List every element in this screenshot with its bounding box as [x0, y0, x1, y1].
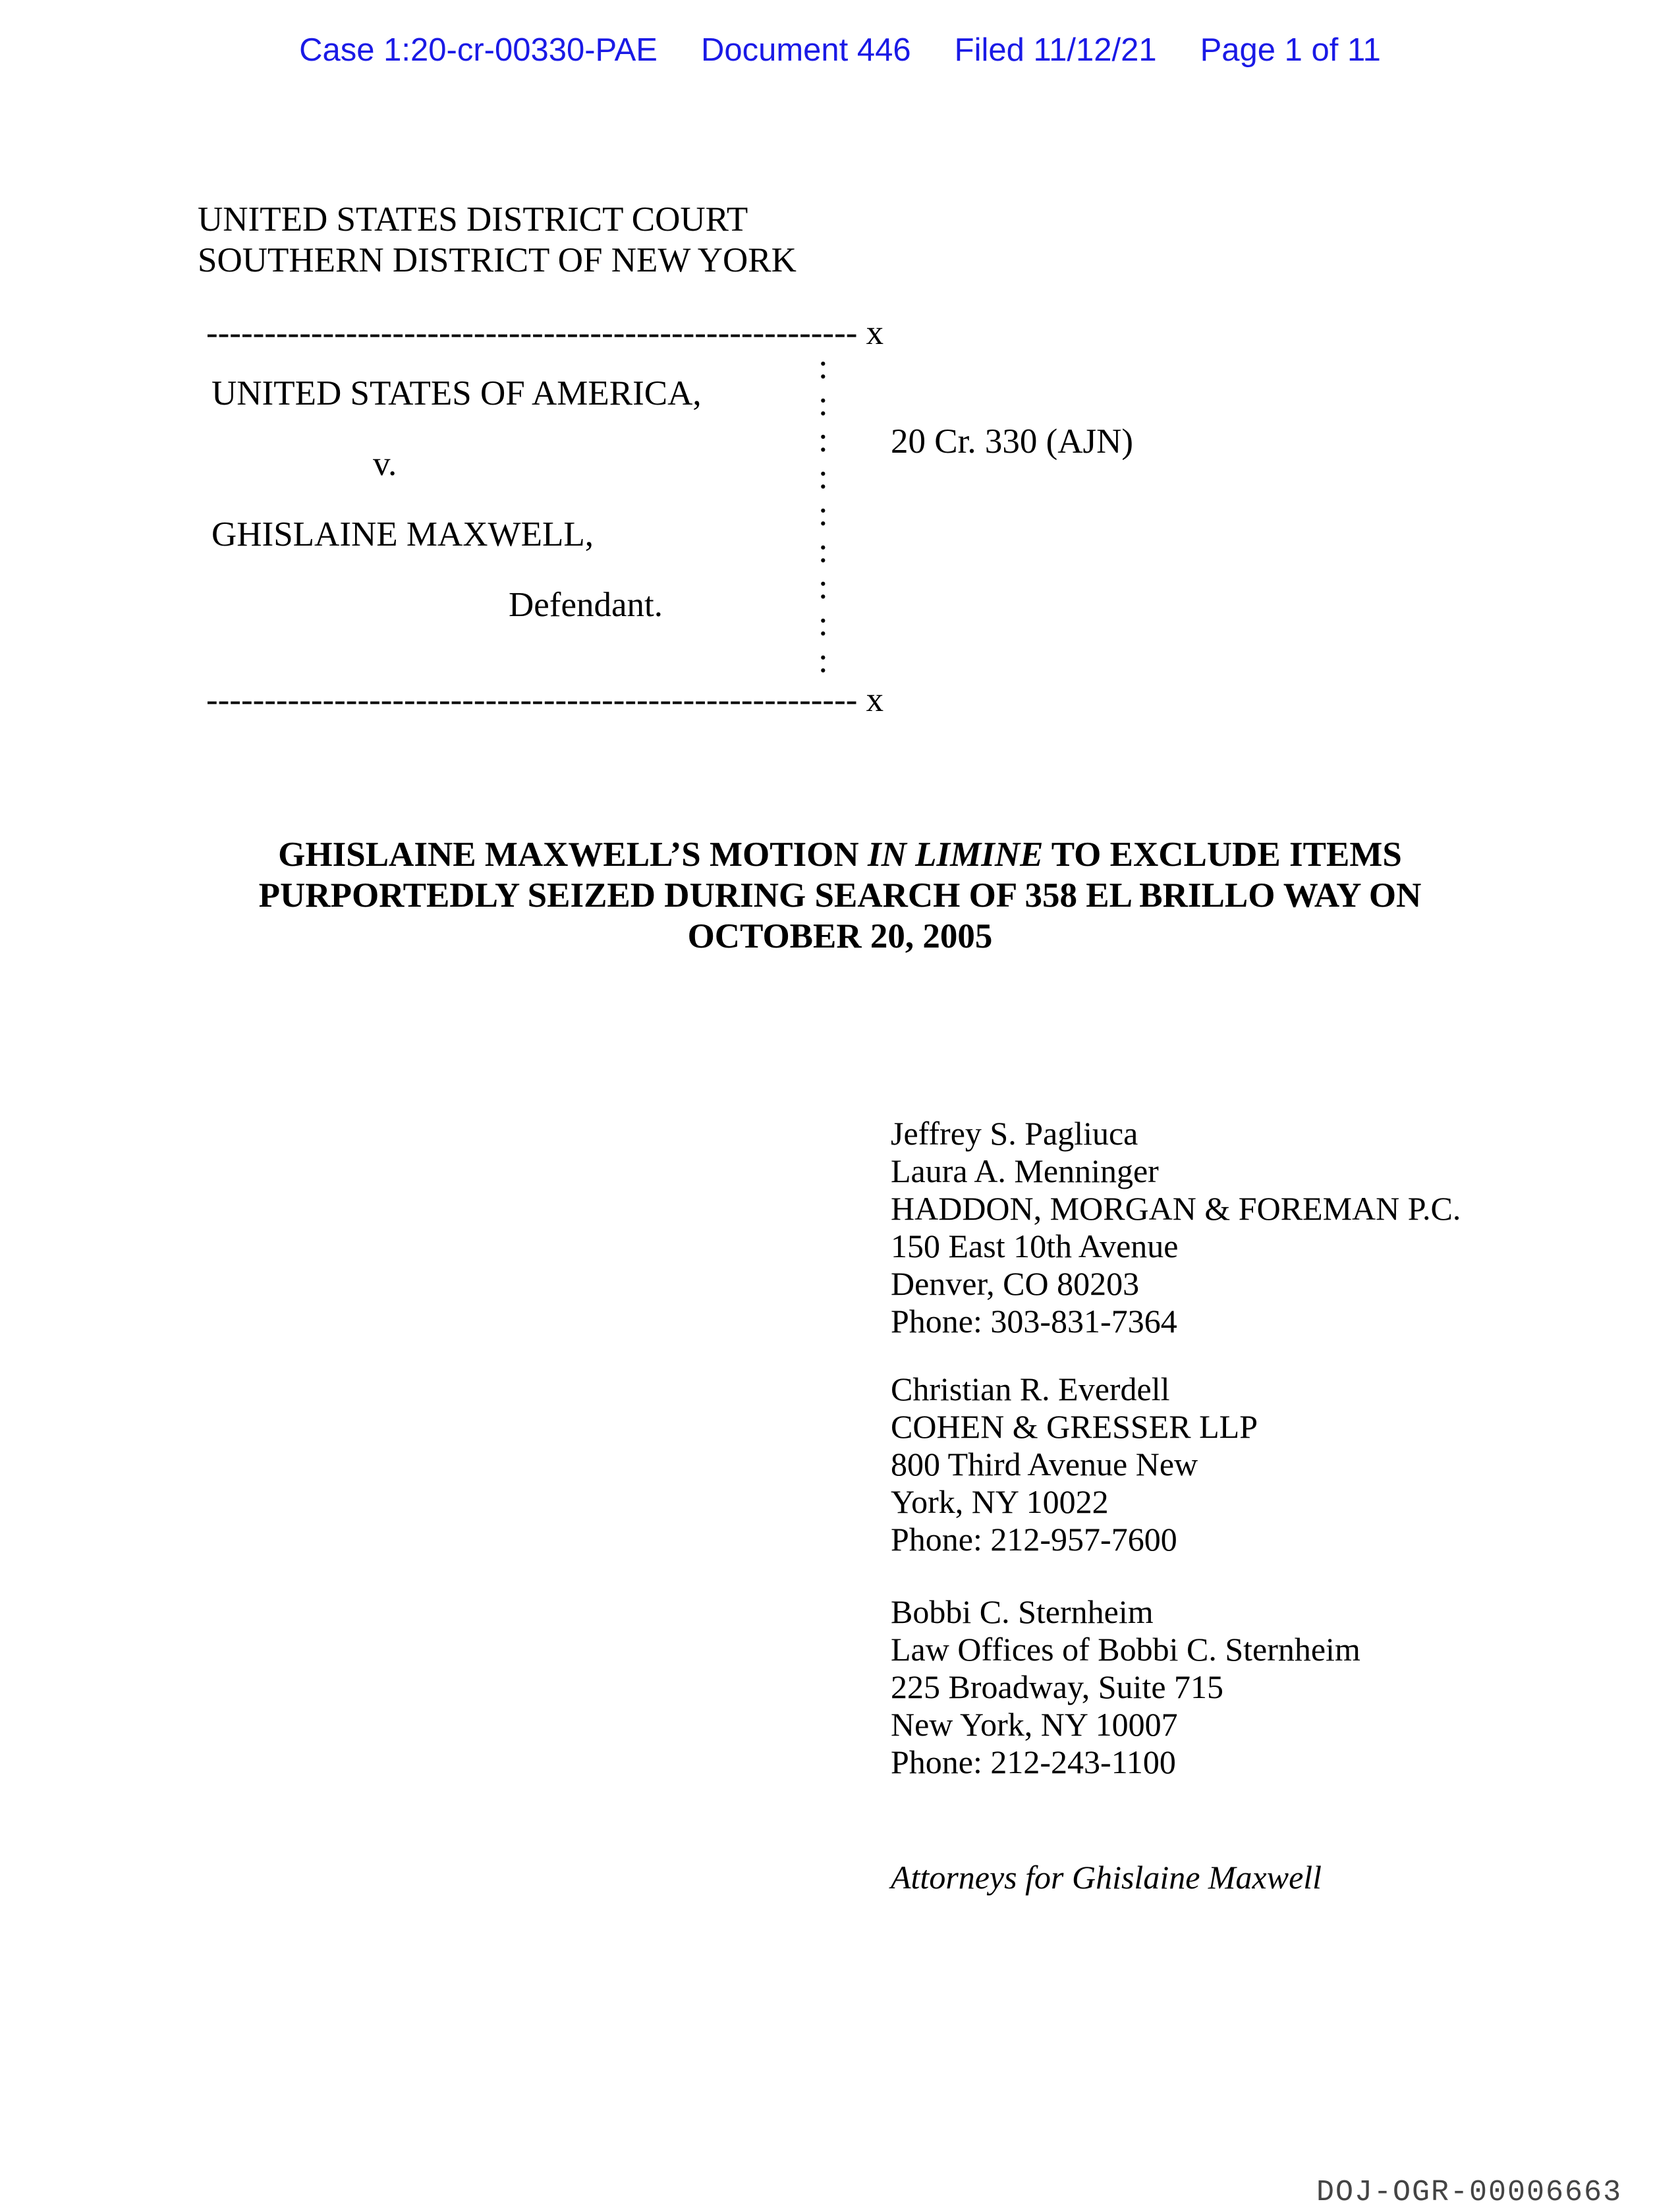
plaintiff: UNITED STATES OF AMERICA,	[211, 374, 702, 412]
attorney-line: HADDON, MORGAN & FOREMAN P.C.	[891, 1190, 1461, 1227]
defendant-label: Defendant.	[509, 586, 663, 624]
attorney-line: Christian R. Everdell	[891, 1371, 1170, 1407]
caption-bottom-rule: -------------------------------------------------------- x	[206, 681, 884, 719]
versus: v.	[373, 445, 397, 483]
attorney-line: York, NY 10022	[891, 1483, 1109, 1520]
title-text: GHISLAINE MAXWELL’S MOTION	[278, 836, 868, 874]
attorney-line: COHEN & GRESSER LLP	[891, 1408, 1258, 1445]
ecf-header	[0, 32, 1680, 69]
court-line-1: UNITED STATES DISTRICT COURT	[198, 200, 748, 239]
colon: :	[818, 348, 828, 386]
title-italic: IN LIMINE	[867, 836, 1044, 874]
attorney-line: Jeffrey S. Pagliuca	[891, 1115, 1138, 1152]
title-text: TO EXCLUDE ITEMS	[1043, 836, 1402, 874]
attorney-line: Laura A. Menninger	[891, 1152, 1159, 1189]
caption-top-rule: -------------------------------------------------------- x	[206, 314, 884, 352]
bates-number: DOJ-OGR-00006663	[1316, 2176, 1623, 2209]
attorney-line: Denver, CO 80203	[891, 1265, 1140, 1302]
colon: :	[818, 494, 828, 533]
colon: :	[818, 531, 828, 570]
attorney-line: 150 East 10th Avenue	[891, 1228, 1179, 1264]
title-line-2: PURPORTEDLY SEIZED DURING SEARCH OF 358 EL BRILLO WAY ON	[258, 876, 1422, 915]
attorney-line: Law Offices of Bobbi C. Sternheim	[891, 1631, 1360, 1668]
defendant-name: GHISLAINE MAXWELL,	[211, 515, 594, 553]
attorney-block-2	[891, 1371, 1258, 1558]
document-title	[0, 834, 1680, 957]
document-number: Document 446	[700, 32, 911, 68]
attorney-line: Phone: 212-243-1100	[891, 1744, 1176, 1780]
attorney-block-1	[891, 1115, 1461, 1340]
colon: :	[818, 458, 828, 497]
title-line-1	[0, 834, 1680, 875]
attorney-line: 225 Broadway, Suite 715	[891, 1668, 1224, 1705]
caption-colon-column	[818, 349, 831, 679]
colon: :	[818, 568, 828, 607]
court-name	[198, 199, 797, 281]
court-line-2: SOUTHERN DISTRICT OF NEW YORK	[198, 241, 797, 279]
attorney-line: 800 Third Avenue New	[891, 1446, 1198, 1483]
colon: :	[818, 641, 828, 680]
attorney-line: Bobbi C. Sternheim	[891, 1593, 1154, 1630]
title-line-3: OCTOBER 20, 2005	[687, 917, 993, 955]
attorney-line: Phone: 303-831-7364	[891, 1303, 1177, 1340]
colon: :	[818, 421, 828, 460]
attorney-line: Phone: 212-957-7600	[891, 1521, 1177, 1558]
page-number: Page 1 of 11	[1200, 32, 1381, 68]
case-number: 20 Cr. 330 (AJN)	[891, 422, 1134, 461]
filed-date: Filed 11/12/21	[954, 32, 1157, 68]
case-number-header: Case 1:20-cr-00330-PAE	[299, 32, 658, 68]
colon: :	[818, 604, 828, 643]
attorneys-for: Attorneys for Ghislaine Maxwell	[891, 1859, 1322, 1896]
attorney-line: New York, NY 10007	[891, 1706, 1178, 1743]
attorney-block-3	[891, 1593, 1360, 1781]
colon: :	[818, 384, 828, 423]
